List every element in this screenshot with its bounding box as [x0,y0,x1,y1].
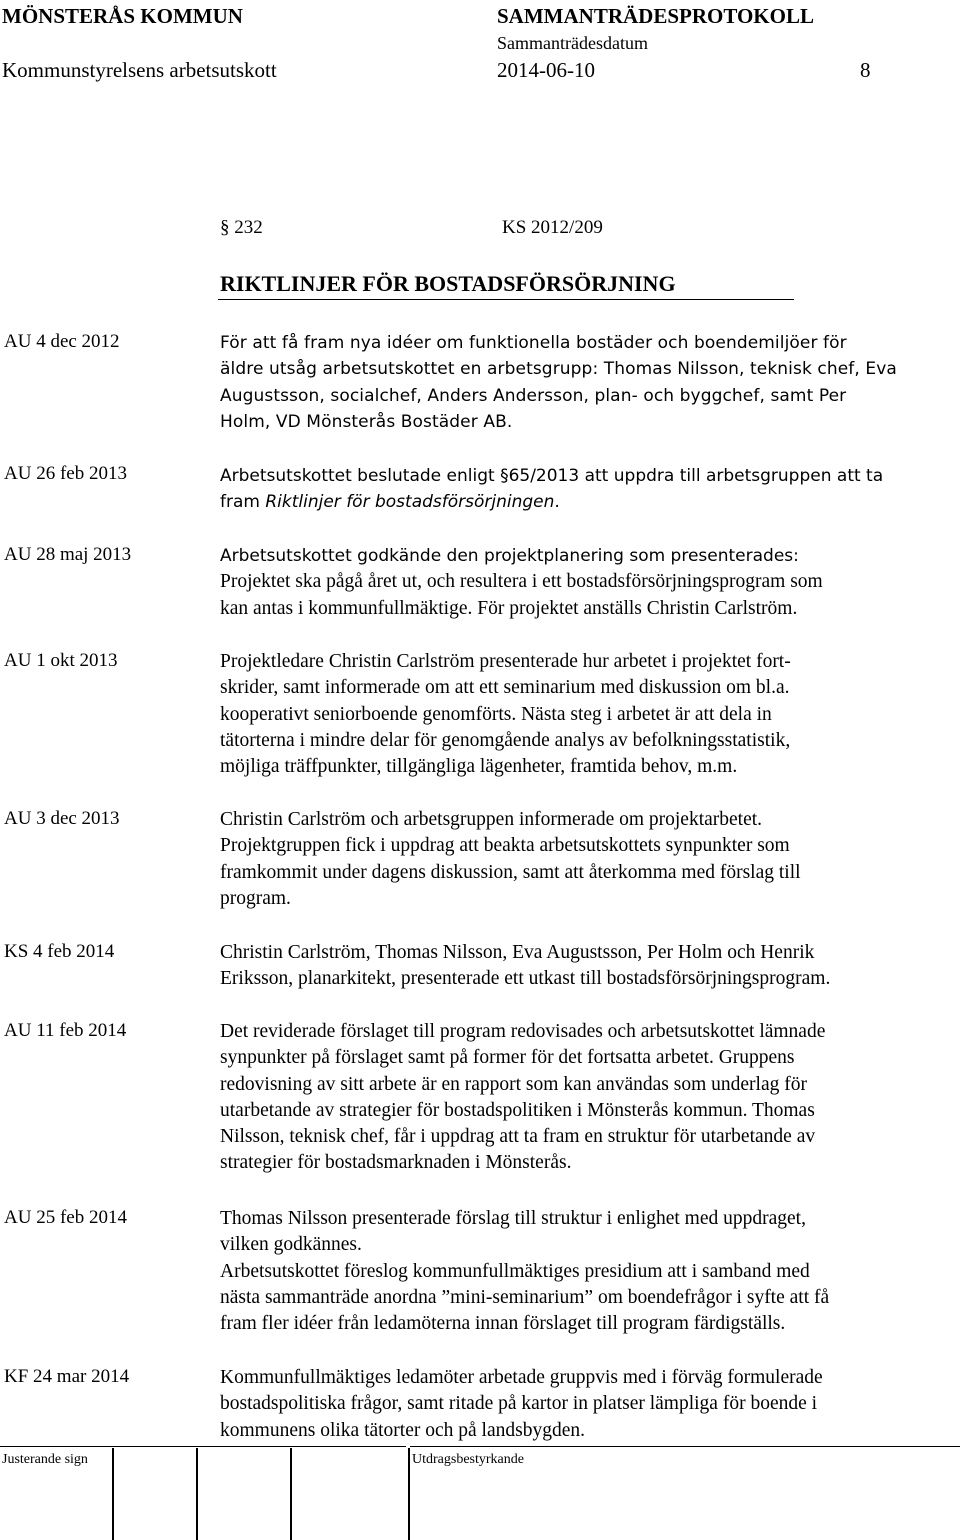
committee-name: Kommunstyrelsens arbetsutskott [2,58,277,82]
text-line: Projektledare Christin Carlström presenterade hur arbetet i projektet fort- [220,651,791,672]
text-line: Augustsson, socialchef, Anders Andersson, plan- och byggchef, samt Per [220,385,847,406]
signature-box-divider [112,1448,114,1540]
text-line: fram fler idéer från ledamöterna innan förslaget till program färdigställs. [220,1313,786,1335]
signature-box-divider [290,1448,292,1540]
paragraph-project-progress [220,649,950,780]
text-line: framkommit under dagens diskussion, samt att återkomma med förslag till [220,861,801,883]
footer-signature-label: Justerande sign [2,1452,88,1467]
footer-rule-left [0,1446,406,1447]
section-number [220,217,263,239]
text-line: skrider, samt informerade om att ett seminarium med diskussion om bl.a. [220,677,790,699]
left-label-au-26-feb-2013: AU 26 feb 2013 [4,463,127,484]
paragraph-project-plan [220,543,950,622]
text-line: nästa sammanträde anordna ”mini-seminarium” om boendefrågor i syfte att få [220,1286,830,1308]
text-line: Kommunfullmäktiges ledamöter arbetade gruppvis med i förväg formulerade [220,1367,823,1388]
text-line: strategier för bostadsmarknaden i Mönsterås. [220,1152,572,1174]
paragraph-council-workshop [220,1365,950,1444]
section-title: RIKTLINJER FÖR BOSTADSFÖRSÖRJNING [220,271,676,296]
guideline-title-italic: Riktlinjer för bostadsförsörjningen [265,492,555,513]
paragraph-draft-presented [220,940,950,993]
paragraph-revised-proposal [220,1019,950,1177]
text-line: Arbetsutskottet godkände den projektplanering som presenterades: [220,546,799,566]
text-fragment: fram [220,492,266,513]
text-line: kommunens olika tätorter och på landsbygden. [220,1419,585,1441]
paragraph-sign: § [220,217,230,238]
paragraph-working-group [220,330,950,435]
text-line: möjliga träffpunkter, tillgängliga lägenheter, framtida behov, m.m. [220,756,738,778]
text-line: synpunkter på förslaget samt på former för det fortsatta arbetet. Gruppens [220,1047,795,1069]
text-line [220,489,950,515]
org-name: MÖNSTERÅS KOMMUN [2,4,243,28]
left-label-au-25-feb-2014: AU 25 feb 2014 [4,1207,127,1228]
footer-extract-label: Utdragsbestyrkande [412,1452,524,1467]
text-line: äldre utsåg arbetsutskottet en arbetsgrupp: Thomas Nilsson, teknisk chef, Eva [220,359,897,380]
left-label-au-28-maj-2013: AU 28 maj 2013 [4,544,132,565]
text-line: Eriksson, planarkitekt, presenterade ett utkast till bostadsförsörjningsprogram. [220,968,831,990]
text-line: Christin Carlström, Thomas Nilsson, Eva Augustsson, Per Holm och Henrik [220,942,815,963]
paragraph-structure-approved [220,1206,950,1337]
signature-box-divider [196,1448,198,1540]
left-label-au-3-dec-2013: AU 3 dec 2013 [4,808,120,829]
left-label-ks-4-feb-2014: KS 4 feb 2014 [4,941,115,962]
text-line: Nilsson, teknisk chef, får i uppdrag att ta fram en struktur för utarbetande av [220,1126,816,1148]
text-line: Arbetsutskottet beslutade enligt §65/2013 att uppdra till arbetsgruppen att ta [220,466,884,486]
left-label-au-4-dec-2012: AU 4 dec 2012 [4,331,120,352]
text-line: program. [220,887,291,909]
text-line: Projektet ska pågå året ut, och resultera i ett bostadsförsörjningsprogram som [220,571,823,593]
text-line: För att få fram nya idéer om funktionella bostäder och boendemiljöer för [220,333,847,353]
text-line: utarbetande av strategier för bostadspolitiken i Mönsterås kommun. Thomas [220,1099,815,1121]
text-line: Projektgruppen fick i uppdrag att beakta arbetsutskottets synpunkter som [220,835,790,857]
date-label: Sammanträdesdatum [497,33,648,53]
text-line: redovisning av sitt arbete är en rapport som kan användas som underlag för [220,1073,807,1095]
text-line: vilken godkännes. [220,1234,362,1256]
text-line: Holm, VD Mönsterås Bostäder AB. [220,411,513,432]
signature-box-divider [408,1448,410,1540]
left-label-au-11-feb-2014: AU 11 feb 2014 [4,1020,127,1041]
text-line: Christin Carlström och arbetsgruppen informerade om projektarbetet. [220,809,763,830]
text-line: Thomas Nilsson presenterade förslag till struktur i enlighet med uppdraget, [220,1208,806,1229]
text-line: Arbetsutskottet föreslog kommunfullmäktiges presidium att i samband med [220,1260,810,1282]
text-fragment: . [554,492,560,513]
footer-rule-right [410,1446,960,1447]
doc-type: SAMMANTRÄDESPROTOKOLL [497,4,814,28]
text-line: tätorterna i mindre delar för genomgående analys av befolkningsstatistik, [220,729,791,751]
paragraph-project-info [220,807,950,912]
title-underline [218,299,794,300]
case-reference: KS 2012/209 [502,217,603,238]
page-number: 8 [860,58,871,82]
section-number-value: 232 [234,217,263,238]
text-line: kan antas i kommunfullmäktige. För projektet anställs Christin Carlström. [220,597,798,619]
paragraph-decision-65 [220,463,950,516]
text-line: bostadspolitiska frågor, samt ritade på kartor in platser lämpliga för boende i [220,1393,818,1415]
text-line: kooperativt seniorboende genomförts. Nästa steg i arbetet är att dela in [220,703,772,725]
text-line: Det reviderade förslaget till program redovisades och arbetsutskottet lämnade [220,1021,826,1042]
left-label-au-1-okt-2013: AU 1 okt 2013 [4,650,118,671]
meeting-date: 2014-06-10 [497,58,595,82]
left-label-kf-24-mar-2014: KF 24 mar 2014 [4,1366,130,1387]
